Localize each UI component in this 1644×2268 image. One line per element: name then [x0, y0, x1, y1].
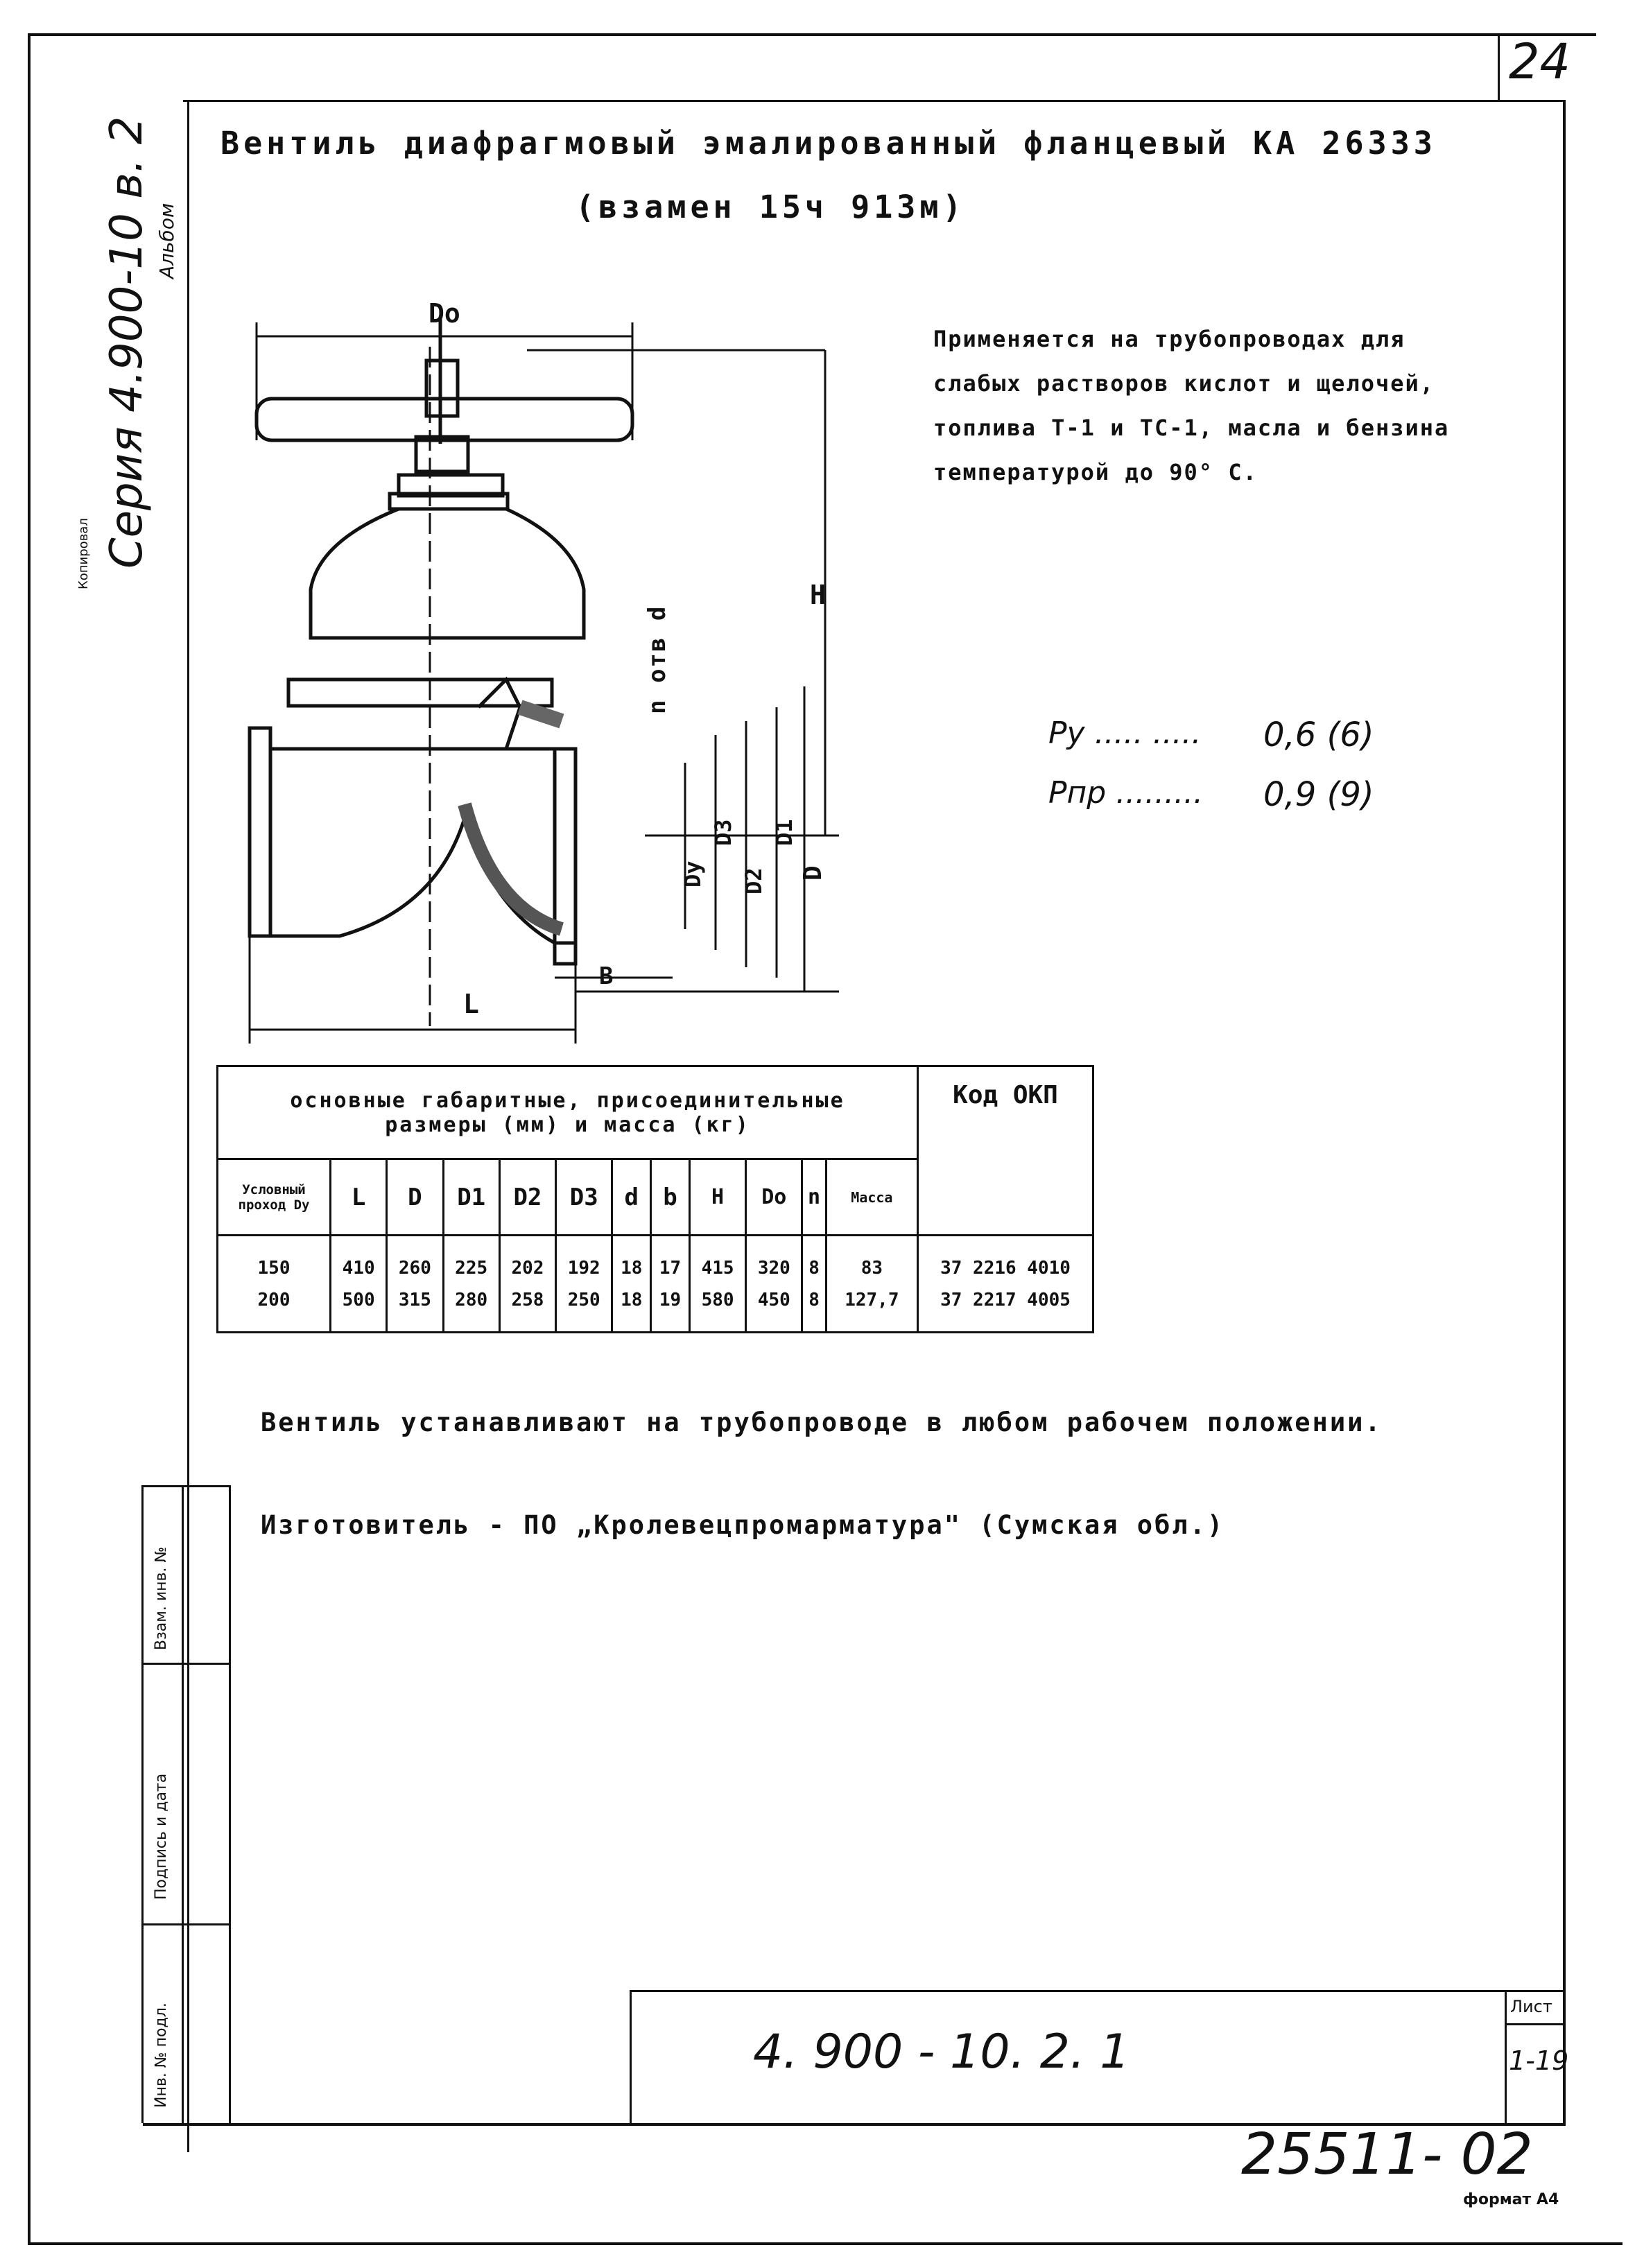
inner-frame-left — [187, 100, 189, 2152]
cell-D2-150: 202 — [511, 1257, 544, 1279]
cell-mass-200: 127,7 — [845, 1289, 899, 1310]
col-header-mass: Масса — [826, 1159, 917, 1236]
title-block-sheet-div — [1505, 1990, 1507, 2124]
pressure-ppr-value: 0,9 (9) — [1263, 775, 1374, 814]
stamp-top — [141, 1485, 229, 1487]
label-D: D — [799, 865, 827, 881]
corner-box-left — [1498, 33, 1500, 100]
document-code: 4. 900 - 10. 2. 1 — [753, 2025, 1130, 2079]
cell-L-200: 500 — [342, 1289, 375, 1310]
cell-n-200: 8 — [808, 1289, 820, 1310]
cell-b-150: 17 — [659, 1257, 682, 1279]
col-header-Do: Do — [746, 1159, 802, 1236]
pressure-ppr-label: Pпр ......... — [1048, 775, 1204, 811]
cell-H — [689, 1236, 745, 1333]
cell-D1-150: 225 — [455, 1257, 488, 1279]
label-Do: Dо — [429, 298, 460, 329]
cell-L-150: 410 — [342, 1257, 375, 1279]
cell-okp-200: 37 2217 4005 — [940, 1289, 1071, 1310]
cell-okp — [918, 1236, 1093, 1333]
install-note: Вентиль устанавливают на трубопроводе в любом рабочем положении. — [261, 1408, 1383, 1437]
frame-top — [28, 33, 1596, 36]
stamp-replacement-inv: Взам. инв. № — [153, 1546, 170, 1650]
cell-d-150: 18 — [621, 1257, 643, 1279]
inner-frame-right — [1563, 100, 1566, 2124]
cell-mass-150: 83 — [860, 1257, 883, 1279]
col-header-D1: D1 — [443, 1159, 499, 1236]
cell-Do — [746, 1236, 802, 1333]
cell-b — [651, 1236, 690, 1333]
page-title: Вентиль диафрагмовый эмалированный фланцевый КА 26333 — [220, 125, 1437, 162]
cell-dy-150: 150 — [257, 1257, 291, 1279]
sheet-label: Лист — [1510, 1997, 1552, 2016]
table-data-rows — [218, 1236, 1093, 1333]
cell-D1 — [443, 1236, 499, 1333]
cell-H-200: 580 — [701, 1289, 734, 1310]
dimensions-table — [216, 1065, 1094, 1333]
cell-okp-150: 37 2216 4010 — [940, 1257, 1071, 1279]
cell-dy — [218, 1236, 331, 1333]
copy-stamp: Копировал — [76, 518, 91, 589]
col-header-n: n — [802, 1159, 826, 1236]
pressure-py-value: 0,6 (6) — [1263, 716, 1374, 754]
title-block-sheet-hdiv — [1505, 2023, 1566, 2025]
sheet-number: 1-19 — [1509, 2045, 1569, 2076]
col-header-D3: D3 — [556, 1159, 612, 1236]
cell-D2-200: 258 — [511, 1289, 544, 1310]
cell-n — [802, 1236, 826, 1333]
cell-H-150: 415 — [701, 1257, 734, 1279]
col-header-D: D — [387, 1159, 443, 1236]
cell-D-200: 315 — [398, 1289, 431, 1310]
cell-D3-200: 250 — [567, 1289, 600, 1310]
label-B: B — [599, 962, 614, 990]
label-D3: D3 — [710, 819, 736, 846]
cell-d-200: 18 — [621, 1289, 643, 1310]
title-block-left — [630, 1990, 632, 2124]
col-header-b: b — [651, 1159, 690, 1236]
cell-D2 — [499, 1236, 555, 1333]
cell-D3-150: 192 — [567, 1257, 600, 1279]
stamp-original-inv: Инв. № подл. — [153, 2002, 170, 2108]
inner-frame-top — [183, 100, 1564, 102]
col-header-H: H — [689, 1159, 745, 1236]
stamp-div-1 — [141, 1663, 229, 1665]
stamp-signature-date: Подпись и дата — [153, 1773, 170, 1900]
cell-D-150: 260 — [398, 1257, 431, 1279]
label-D2: D2 — [741, 867, 767, 894]
album-label: Альбом — [155, 202, 178, 279]
stamp-div-2 — [141, 1923, 229, 1925]
cell-Do-200: 450 — [757, 1289, 790, 1310]
cell-d — [612, 1236, 651, 1333]
cell-dy-200: 200 — [257, 1289, 291, 1310]
manufacturer-note: Изготовитель - ПО „Кролевецпромарматура" (Сумская обл.) — [261, 1510, 1225, 1540]
cell-n-150: 8 — [808, 1257, 820, 1279]
table-header-main: основные габаритные, присоединительные размеры (мм) и масса (кг) — [218, 1066, 918, 1159]
frame-left — [28, 33, 31, 2245]
cell-L — [331, 1236, 387, 1333]
description-line-3: топлива Т-1 и ТС-1, масла и бензина — [933, 415, 1450, 441]
cell-b-200: 19 — [659, 1289, 682, 1310]
sheet-corner-number: 24 — [1509, 33, 1571, 90]
label-H: H — [810, 580, 826, 610]
col-header-d: d — [612, 1159, 651, 1236]
label-D1: D1 — [771, 819, 797, 846]
title-block-top — [630, 1990, 1566, 1992]
col-header-dy: Условный проход Dу — [218, 1159, 331, 1236]
cell-D — [387, 1236, 443, 1333]
series-label: Серия 4.900-10 в. 2 — [101, 116, 153, 569]
valve-drawing — [229, 291, 853, 1054]
label-n-holes-d: n отв d — [643, 605, 671, 714]
label-Dy: Dу — [680, 860, 706, 888]
cell-D3 — [556, 1236, 612, 1333]
description-line-2: слабых растворов кислот и щелочей, — [933, 370, 1435, 397]
cell-mass — [826, 1236, 917, 1333]
col-header-L: L — [331, 1159, 387, 1236]
description-line-4: температурой до 90° С. — [933, 459, 1258, 485]
col-header-D2: D2 — [499, 1159, 555, 1236]
frame-bottom — [28, 2242, 1623, 2245]
label-L: L — [463, 989, 479, 1019]
page-subtitle: (взамен 15ч 913м) — [576, 189, 966, 225]
archive-number: 25511- 02 — [1241, 2122, 1533, 2188]
stamp-col-mid — [182, 1485, 184, 2123]
paper-format: формат А4 — [1463, 2191, 1559, 2208]
description-line-1: Применяется на трубопроводах для — [933, 326, 1405, 352]
cell-D1-200: 280 — [455, 1289, 488, 1310]
stamp-col-right — [229, 1485, 231, 2123]
cell-Do-150: 320 — [757, 1257, 790, 1279]
table-header-code: Код ОКП — [918, 1066, 1093, 1236]
stamp-col-left — [141, 1485, 144, 2123]
pressure-py-label: Py ..... ..... — [1048, 716, 1202, 751]
